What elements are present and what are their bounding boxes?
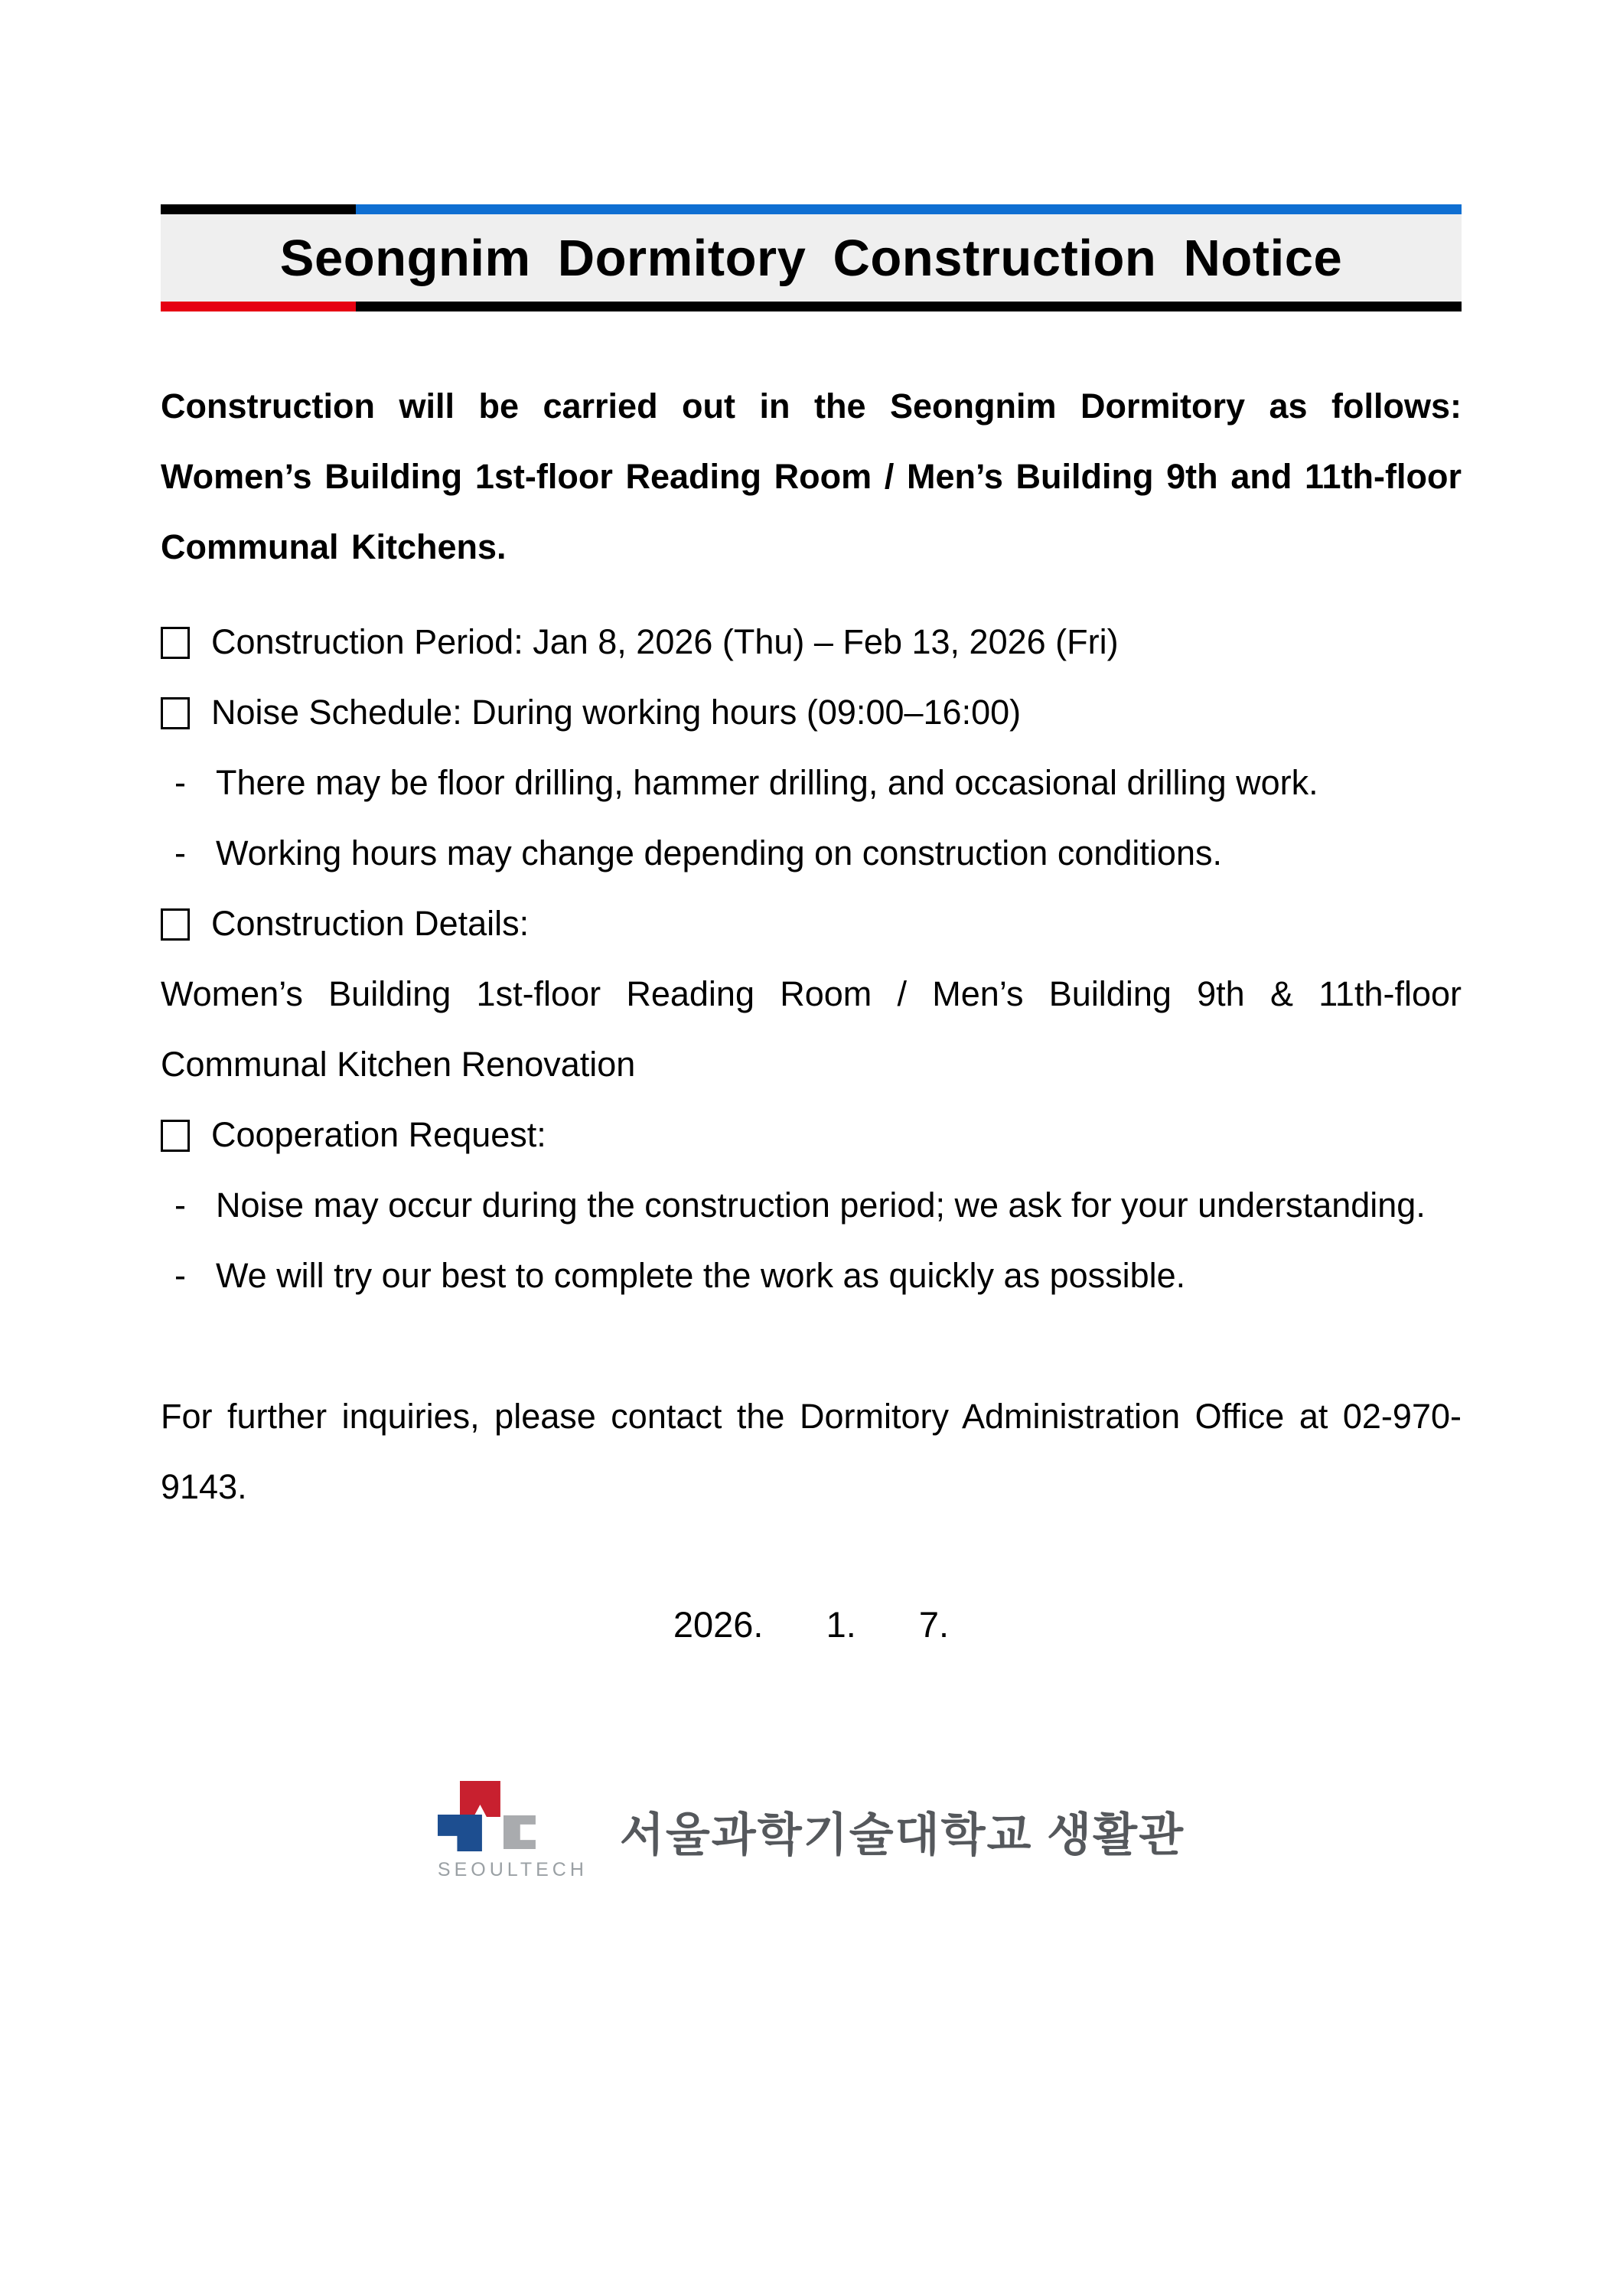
logo-gray-shape: [504, 1815, 536, 1849]
list-item-construction-period: [161, 607, 1462, 677]
checkbox-icon: [161, 697, 190, 729]
list-item-construction-details: [161, 889, 1462, 959]
dash-bullet-icon: -: [174, 763, 186, 802]
notice-item-list: [161, 607, 1462, 1311]
notice-date: 2026. 1. 7.: [673, 1604, 950, 1645]
banner-bottom-bar-red-segment: [161, 302, 356, 311]
seoultech-logo-icon: [438, 1781, 536, 1853]
dash-bullet-icon: -: [174, 833, 186, 872]
seoultech-logo-text: SEOULTECH: [437, 1859, 588, 1880]
banner-body: [161, 214, 1462, 302]
list-item-text: Construction Period: Jan 8, 2026 (Thu) – Feb 13, 2026 (Fri): [211, 622, 1119, 661]
banner-bottom-bar: [161, 302, 1462, 311]
list-item-text: Working hours may change depending on construction conditions.: [216, 833, 1222, 872]
dash-bullet-icon: -: [174, 1186, 186, 1225]
list-item-drilling-note: [161, 748, 1462, 818]
banner-top-bar-black-segment: [161, 204, 356, 214]
list-item-text: Construction Details:: [211, 904, 530, 943]
title-banner: [161, 204, 1462, 311]
checkbox-icon: [161, 1120, 190, 1152]
banner-top-bar-blue-segment: [356, 204, 1462, 214]
organization-name: 서울과학기술대학교 생활관: [619, 1808, 1185, 1861]
list-item-text: Noise may occur during the construction period; we ask for your understanding.: [216, 1186, 1426, 1225]
construction-details-paragraph: Women’s Building 1st-floor Reading Room / Men’s Building 9th & 11th-floor Communal Kitchen Renovation: [161, 974, 1462, 1084]
list-item-hours-note: [161, 818, 1462, 889]
list-item-completion-promise: [161, 1241, 1462, 1311]
footer: [161, 1781, 1462, 1881]
list-item-cooperation-request: [161, 1100, 1462, 1170]
banner-top-bar: [161, 204, 1462, 214]
intro-paragraph: Construction will be carried out in the Seongnim Dormitory as follows: Women’s Building 1st-floor Reading Room / Men’s Building 9th and 11th-floor Communal Kitchens.: [161, 386, 1462, 566]
list-item-text: We will try our best to complete the work as quickly as possible.: [216, 1256, 1186, 1295]
logo-red-shape: [460, 1781, 500, 1817]
seoultech-logo: [438, 1781, 588, 1881]
dash-bullet-icon: -: [174, 1256, 186, 1295]
contact-paragraph: For further inquiries, please contact the Dormitory Administration Office at 02-970-9143.: [161, 1397, 1462, 1506]
logo-blue-shape: [438, 1815, 482, 1851]
list-item-noise-schedule: [161, 677, 1462, 748]
page-title: Seongnim Dormitory Construction Notice: [279, 229, 1343, 287]
list-item-text: Noise Schedule: During working hours (09:00–16:00): [211, 693, 1022, 732]
checkbox-icon: [161, 627, 190, 659]
checkbox-icon: [161, 908, 190, 941]
list-item-noise-apology: [161, 1170, 1462, 1241]
list-item-text: There may be floor drilling, hammer drilling, and occasional drilling work.: [216, 763, 1318, 802]
list-item-text: Cooperation Request:: [211, 1115, 546, 1154]
banner-bottom-bar-black-segment: [356, 302, 1462, 311]
